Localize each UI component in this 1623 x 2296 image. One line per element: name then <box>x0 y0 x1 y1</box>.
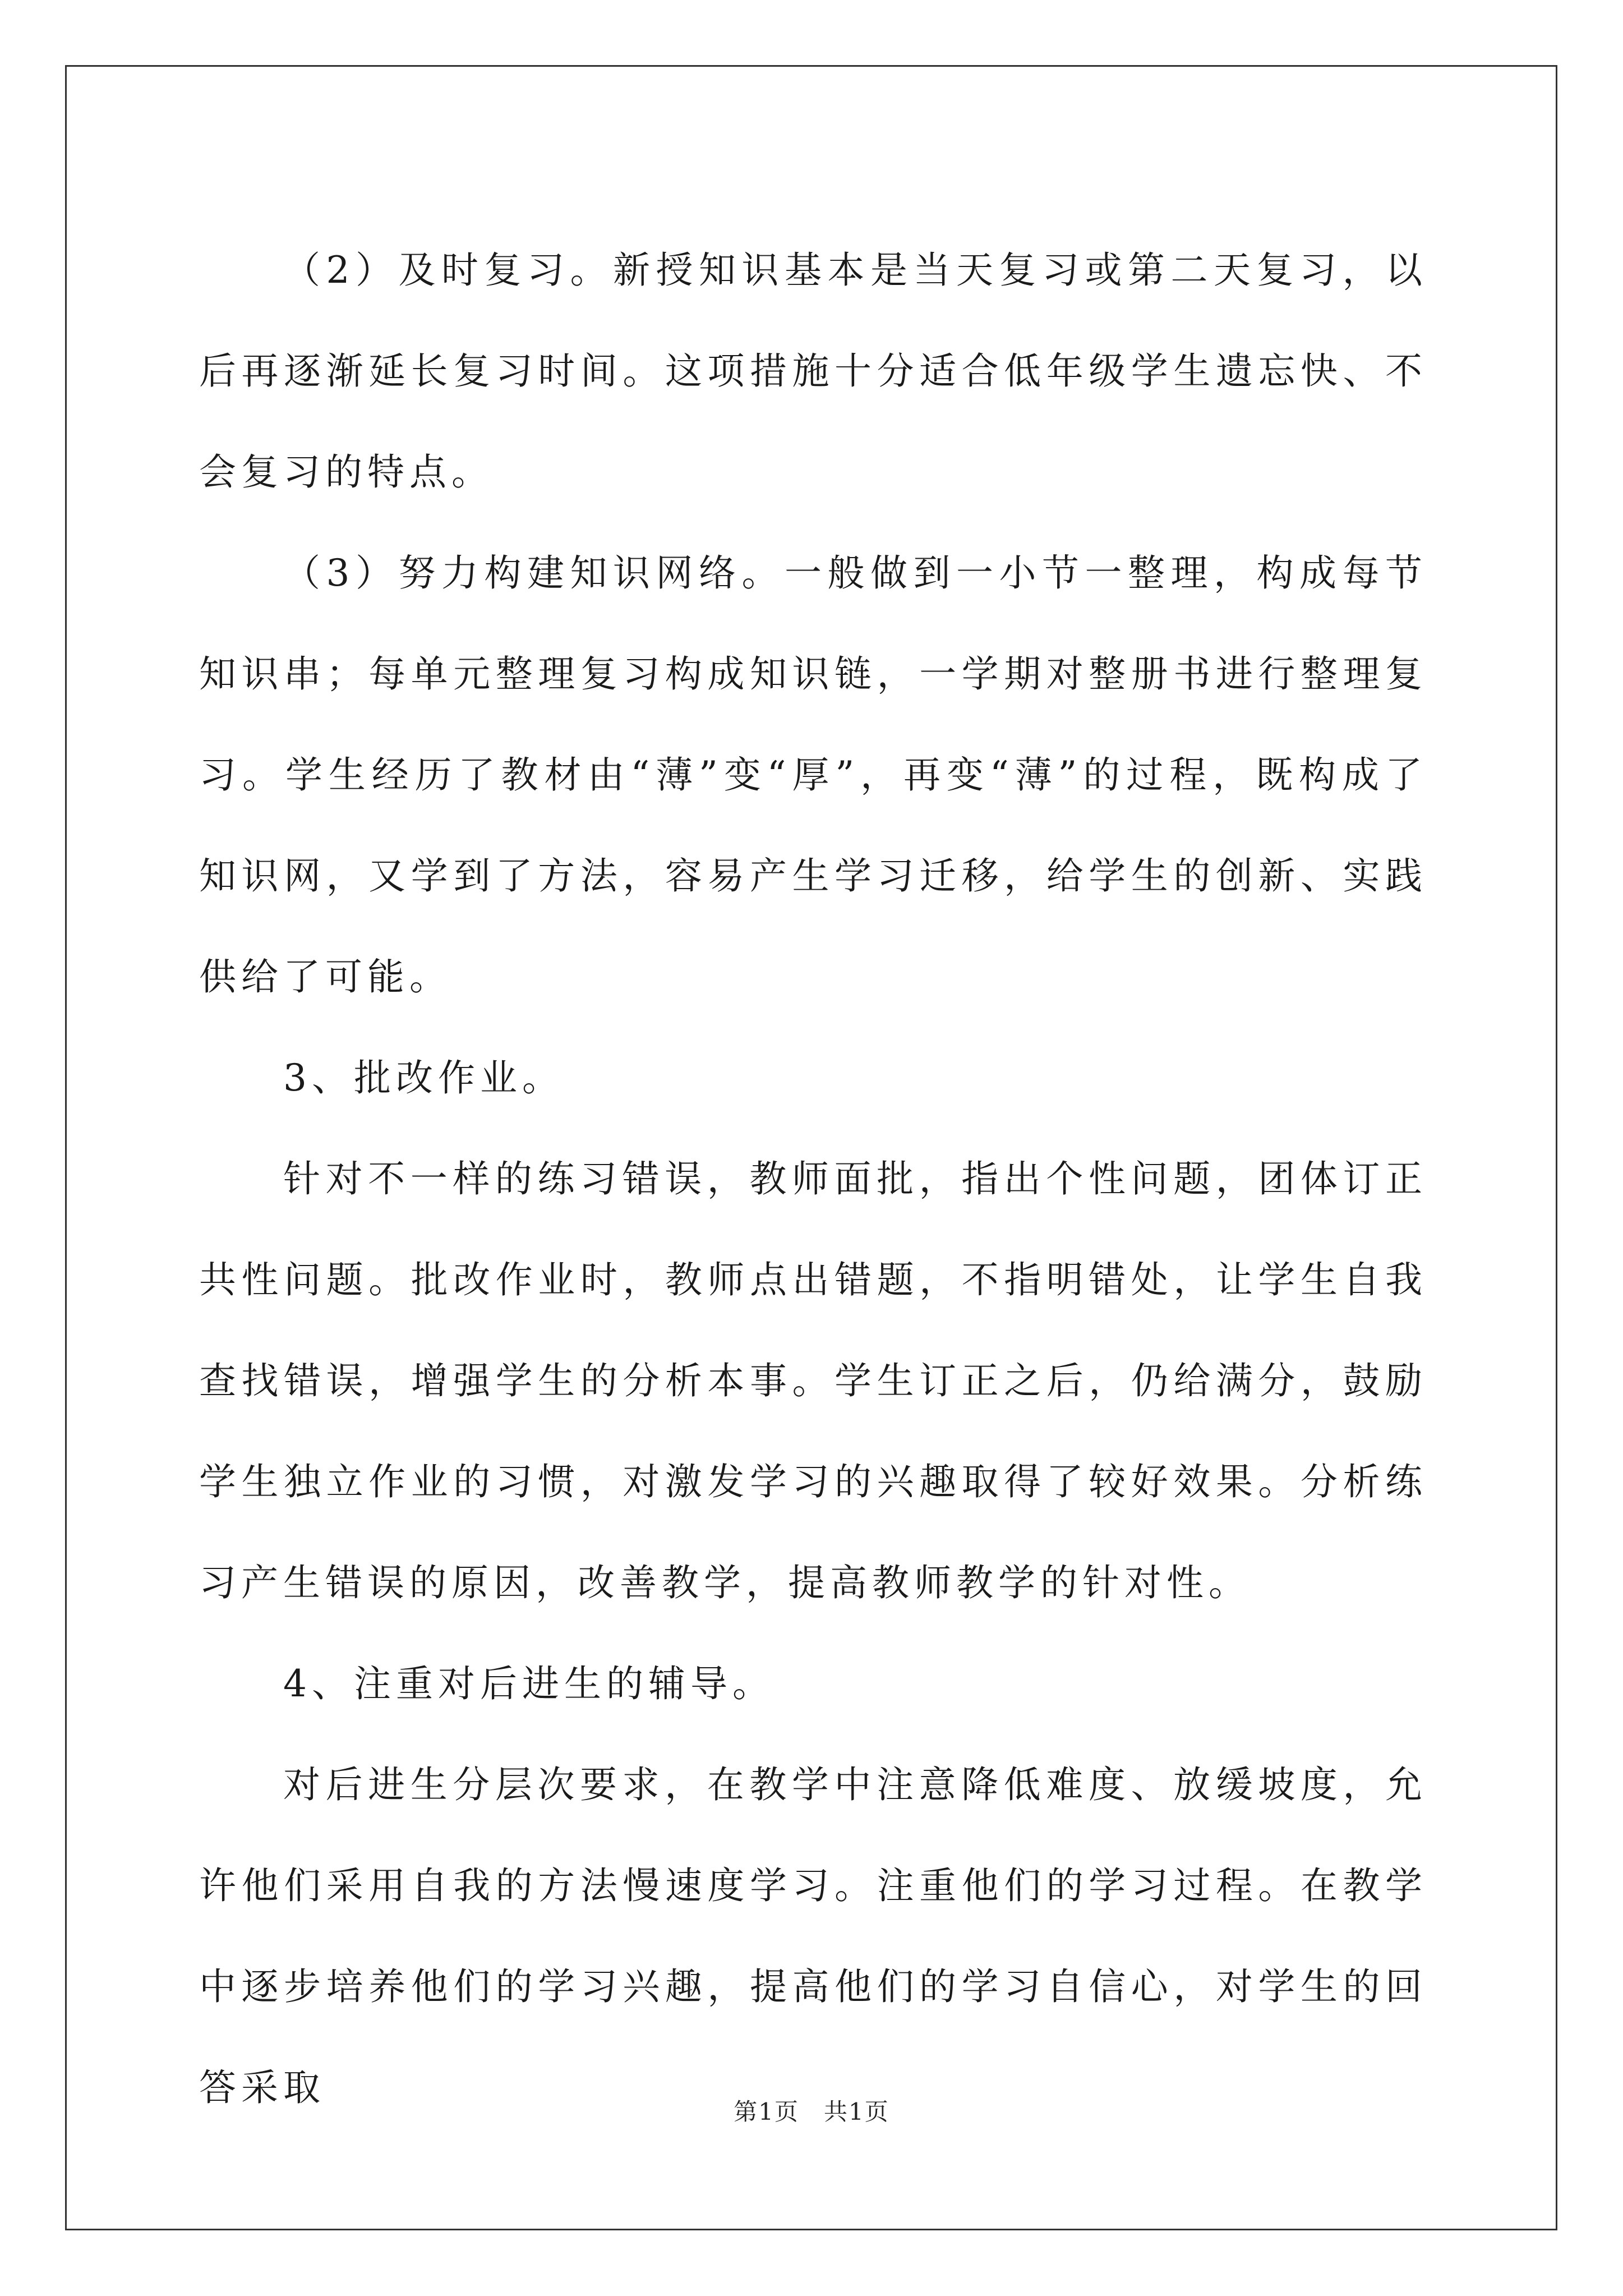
page-number: 第1页 <box>734 2098 799 2125</box>
paragraph-grade-homework: 针对不一样的练习错误，教师面批，指出个性问题，团体订正共性问题。批改作业时，教师点出错题，不指明错处，让学生自我查找错误，增强学生的分析本事。学生订正之后，仍给满分，鼓励学生独立作业的习惯，对激发学习的兴趣取得了较好效果。分析练习产生错误的原因，改善教学，提高教师教学的针对性。 <box>199 1157 1427 1604</box>
heading-grade-homework: 3、批改作业。 <box>283 1056 564 1099</box>
paragraph-tutoring: 对后进生分层次要求，在教学中注意降低难度、放缓坡度，允许他们采用自我的方法慢速度学习。注重他们的学习过程。在教学中逐步培养他们的学习兴趣，提高他们的学习自信心，对学生的回答采取 <box>199 1763 1427 2109</box>
paragraph-review-timely: （2）及时复习。新授知识基本是当天复习或第二天复习，以后再逐渐延长复习时间。这项措施十分适合低年级学生遗忘快、不会复习的特点。 <box>199 249 1427 494</box>
page-footer <box>0 2093 1623 2127</box>
paragraph-knowledge-network: （3）努力构建知识网络。一般做到一小节一整理，构成每节知识串；每单元整理复习构成知识链，一学期对整册书进行整理复习。学生经历了教材由“薄”变“厚”，再变“薄”的过程，既构成了知识网，又学到了方法，容易产生学习迁移，给学生的创新、实践供给了可能。 <box>199 551 1427 999</box>
heading-tutoring: 4、注重对后进生的辅导。 <box>283 1662 774 1705</box>
document-body <box>199 220 1427 2138</box>
page-total: 共1页 <box>824 2098 889 2125</box>
